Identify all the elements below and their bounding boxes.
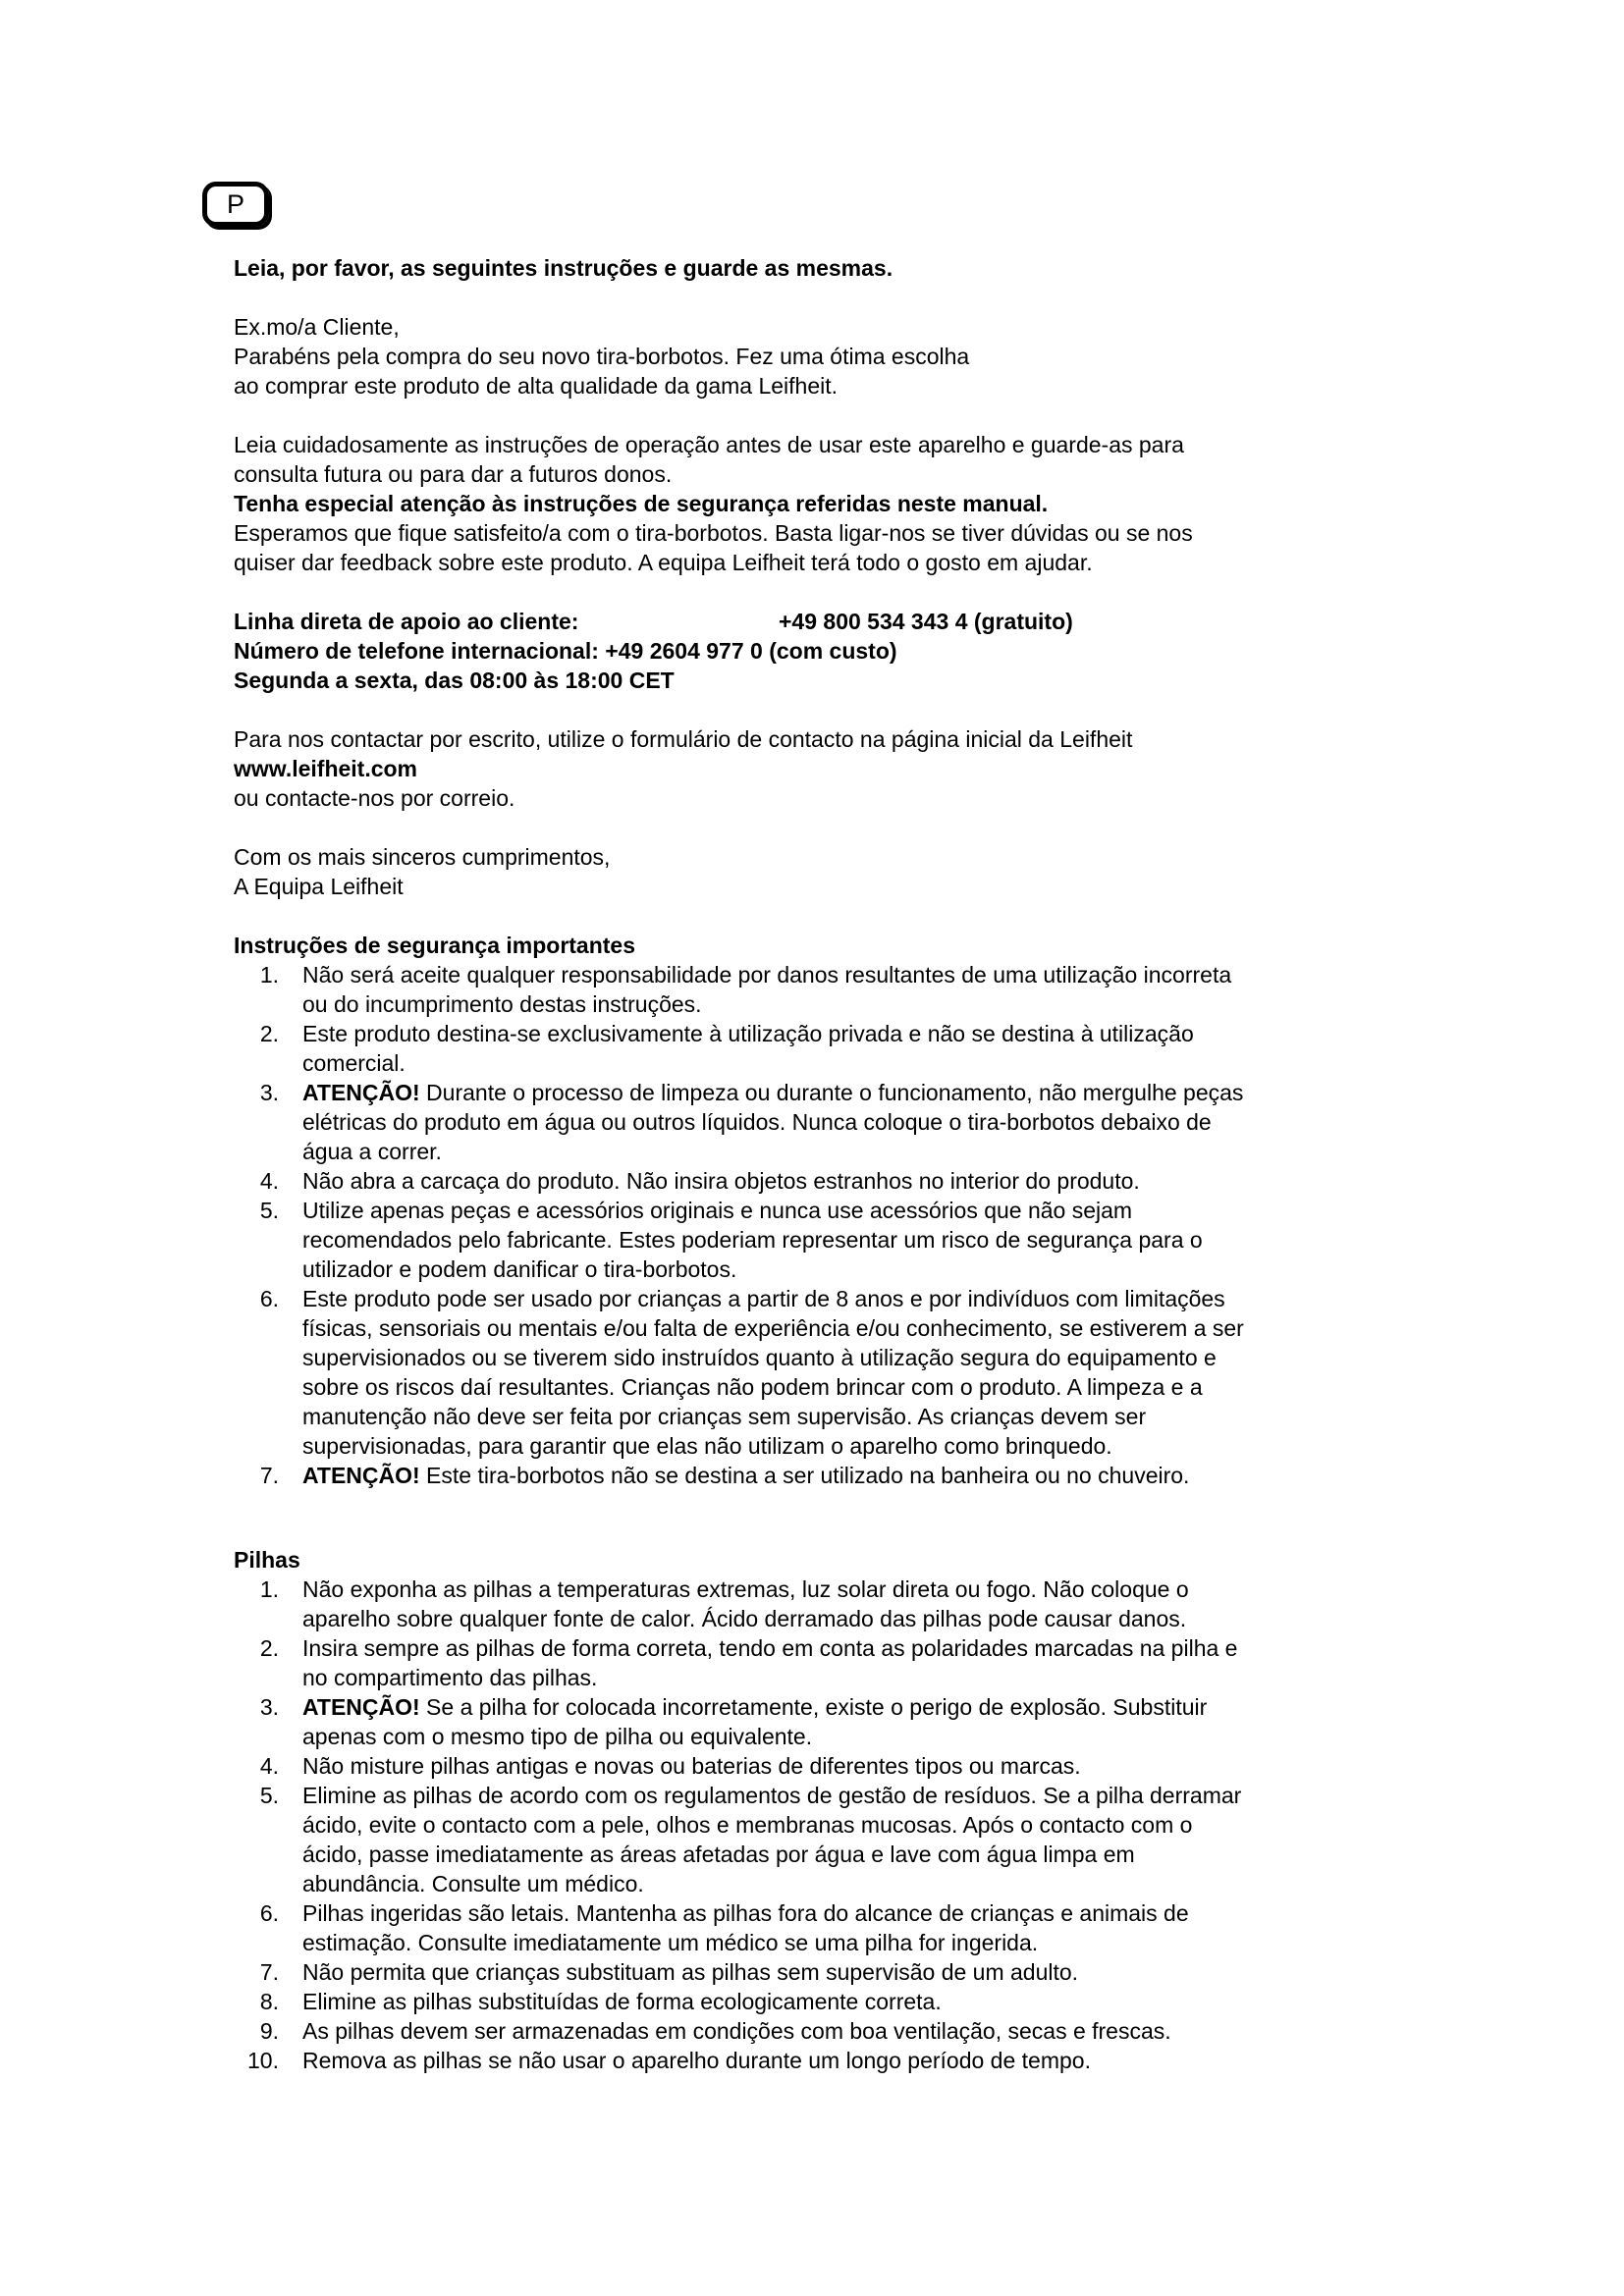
attention-line: Tenha especial atenção às instruções de segurança referidas neste manual. <box>234 491 1049 516</box>
battery-item-line: As pilhas devem ser armazenadas em condições com boa ventilação, secas e frescas. <box>302 2018 1171 2044</box>
intro-line: ao comprar este produto de alta qualidade da gama Leifheit. <box>234 373 839 399</box>
hope-line: Esperamos que fique satisfeito/a com o tira-borbotos. Basta ligar-nos se tiver dúvidas ou se nos <box>234 520 1193 546</box>
safety-item-line: Este produto pode ser usado por crianças a partir de 8 anos e por indivíduos com limitações <box>302 1286 1225 1311</box>
safety-item-line: utilizador e podem danificar o tira-borbotos. <box>302 1256 737 1282</box>
intl-phone: Número de telefone internacional: +49 2604 977 0 (com custo) <box>234 638 897 664</box>
battery-item-text <box>302 1957 1441 1987</box>
safety-item-text <box>302 1284 1441 1461</box>
safety-item-text <box>302 1196 1441 1284</box>
read-line: Leia cuidadosamente as instruções de operação antes de usar este aparelho e guarde-as para <box>234 432 1184 457</box>
safety-item-line: Este produto destina-se exclusivamente à utilização privada e não se destina à utilização <box>302 1021 1194 1046</box>
battery-item-text <box>302 2046 1441 2075</box>
safety-item-number: 2. <box>259 1021 279 1046</box>
safety-item-text <box>302 1019 1441 1078</box>
language-badge: P <box>202 182 269 227</box>
hours: Segunda a sexta, das 08:00 às 18:00 CET <box>234 667 675 693</box>
battery-item-text <box>302 1692 1441 1751</box>
battery-item-number: 8. <box>259 1989 279 2014</box>
contact-url[interactable]: www.leifheit.com <box>234 756 418 781</box>
battery-item <box>234 1781 1441 1898</box>
safety-item-line: Utilize apenas peças e acessórios originais e nunca use acessórios que não sejam <box>302 1198 1133 1223</box>
salutation: Ex.mo/a Cliente, <box>234 314 400 340</box>
battery-item-text <box>302 1781 1441 1898</box>
battery-item-number: 4. <box>259 1753 279 1779</box>
battery-item-line: estimação. Consulte imediatamente um médico se uma pilha for ingerida. <box>302 1930 1039 1955</box>
page-title: Leia, por favor, as seguintes instruções e guarde as mesmas. <box>234 255 893 281</box>
batteries-heading: Pilhas <box>234 1547 300 1573</box>
hotline-number: +49 800 534 343 4 (gratuito) <box>779 609 1073 634</box>
battery-item-line: Insira sempre as pilhas de forma correta, tendo em conta as polaridades marcadas na pilha e <box>302 1635 1238 1661</box>
battery-item-text <box>302 1575 1441 1633</box>
battery-item-line: Pilhas ingeridas são letais. Mantenha as pilhas fora do alcance de crianças e animais de <box>302 1900 1189 1926</box>
battery-item-number: 9. <box>259 2018 279 2044</box>
safety-item-line: recomendados pelo fabricante. Estes poderiam representar um risco de segurança para o <box>302 1227 1203 1253</box>
safety-list <box>234 960 1441 1490</box>
battery-item <box>234 2046 1441 2075</box>
safety-item-number: 6. <box>259 1286 279 1311</box>
safety-item <box>234 1166 1441 1196</box>
battery-item <box>234 1633 1441 1692</box>
hotline-label: Linha direta de apoio ao cliente: <box>234 609 579 634</box>
battery-item <box>234 1957 1441 1987</box>
battery-item-line: Elimine as pilhas substituídas de forma ecologicamente correta. <box>302 1989 942 2014</box>
safety-heading: Instruções de segurança importantes <box>234 933 636 958</box>
battery-item-line: ATENÇÃO! Se a pilha for colocada incorretamente, existe o perigo de explosão. Substituir <box>302 1694 1208 1720</box>
safety-item-line: sobre os riscos daí resultantes. Crianças não podem brincar com o produto. A limpeza e a <box>302 1374 1203 1400</box>
battery-item-number: 5. <box>259 1783 279 1808</box>
battery-item-line: aparelho sobre qualquer fonte de calor. Ácido derramado das pilhas pode causar danos. <box>302 1606 1187 1631</box>
battery-item-line: Não misture pilhas antigas e novas ou baterias de diferentes tipos ou marcas. <box>302 1753 1081 1779</box>
safety-item <box>234 1019 1441 1078</box>
safety-item-line: supervisionadas, para garantir que elas não utilizam o aparelho como brinquedo. <box>302 1433 1112 1459</box>
closing-line: Com os mais sinceros cumprimentos, <box>234 844 611 870</box>
battery-item-text <box>302 1987 1441 2016</box>
safety-item-number: 7. <box>259 1463 279 1488</box>
safety-item-text <box>302 960 1441 1019</box>
safety-item-line: elétricas do produto em água ou outros líquidos. Nunca coloque o tira-borbotos debaixo de <box>302 1109 1212 1135</box>
safety-item <box>234 960 1441 1019</box>
safety-item-line: Não abra a carcaça do produto. Não insira objetos estranhos no interior do produto. <box>302 1168 1140 1194</box>
safety-item <box>234 1284 1441 1461</box>
battery-item-number: 2. <box>259 1635 279 1661</box>
contact-line: ou contacte-nos por correio. <box>234 785 515 811</box>
safety-item <box>234 1196 1441 1284</box>
safety-item-text <box>302 1166 1441 1196</box>
battery-item-number: 7. <box>259 1959 279 1985</box>
safety-item-number: 5. <box>259 1198 279 1223</box>
safety-item <box>234 1461 1441 1490</box>
battery-item <box>234 1898 1441 1957</box>
battery-item-text <box>302 2016 1441 2046</box>
battery-item-number: 1. <box>259 1576 279 1602</box>
battery-item-line: Remova as pilhas se não usar o aparelho durante um longo período de tempo. <box>302 2048 1091 2073</box>
safety-item <box>234 1078 1441 1166</box>
read-line: consulta futura ou para dar a futuros donos. <box>234 461 673 487</box>
safety-item-number: 4. <box>259 1168 279 1194</box>
battery-item-text <box>302 1751 1441 1781</box>
intro-line: Parabéns pela compra do seu novo tira-borbotos. Fez uma ótima escolha <box>234 344 970 369</box>
safety-item-line: ATENÇÃO! Este tira-borbotos não se destina a ser utilizado na banheira ou no chuveiro. <box>302 1463 1190 1488</box>
battery-item <box>234 1692 1441 1751</box>
safety-item-line: supervisionados ou se tiverem sido instruídos quanto à utilização segura do equipamento e <box>302 1345 1217 1370</box>
warning-label: ATENÇÃO! <box>302 1463 420 1488</box>
battery-item <box>234 1987 1441 2016</box>
battery-item-line: Não exponha as pilhas a temperaturas extremas, luz solar direta ou fogo. Não coloque o <box>302 1576 1189 1602</box>
batteries-list <box>234 1575 1441 2075</box>
hotline-row <box>234 607 1441 636</box>
battery-item-line: no compartimento das pilhas. <box>302 1665 598 1690</box>
safety-item-number: 3. <box>259 1080 279 1105</box>
closing-signature: A Equipa Leifheit <box>234 874 404 899</box>
safety-item-line: água a correr. <box>302 1139 442 1164</box>
safety-item-line: ATENÇÃO! Durante o processo de limpeza ou durante o funcionamento, não mergulhe peças <box>302 1080 1244 1105</box>
battery-item-number: 6. <box>259 1900 279 1926</box>
safety-item-text <box>302 1078 1441 1166</box>
battery-item-number: 3. <box>259 1694 279 1720</box>
safety-item-line: ou do incumprimento destas instruções. <box>302 991 702 1017</box>
battery-item-text <box>302 1898 1441 1957</box>
safety-item-line: comercial. <box>302 1050 406 1076</box>
battery-item <box>234 2016 1441 2046</box>
warning-label: ATENÇÃO! <box>302 1080 420 1105</box>
safety-item-text <box>302 1461 1441 1490</box>
warning-label: ATENÇÃO! <box>302 1694 420 1720</box>
battery-item-line: apenas com o mesmo tipo de pilha ou equivalente. <box>302 1724 813 1749</box>
safety-item-number: 1. <box>259 962 279 988</box>
contact-line: Para nos contactar por escrito, utilize o formulário de contacto na página inicial da Leifheit <box>234 726 1133 752</box>
battery-item-line: Não permita que crianças substituam as pilhas sem supervisão de um adulto. <box>302 1959 1079 1985</box>
safety-item-line: manutenção não deve ser feita por crianças sem supervisão. As crianças devem ser <box>302 1404 1147 1429</box>
battery-item <box>234 1575 1441 1633</box>
battery-item-line: Elimine as pilhas de acordo com os regulamentos de gestão de resíduos. Se a pilha derramar <box>302 1783 1242 1808</box>
battery-item-number: 10. <box>247 2048 279 2073</box>
battery-item-text <box>302 1633 1441 1692</box>
battery-item-line: ácido, evite o contacto com a pele, olhos e membranas mucosas. Após o contacto com o <box>302 1812 1193 1838</box>
content <box>234 253 1441 2075</box>
battery-item-line: abundância. Consulte um médico. <box>302 1871 644 1896</box>
battery-item-line: ácido, passe imediatamente as áreas afetadas por água e lave com água limpa em <box>302 1842 1135 1867</box>
safety-item-line: Não será aceite qualquer responsabilidade por danos resultantes de uma utilização incorreta <box>302 962 1232 988</box>
safety-item-line: físicas, sensoriais ou mentais e/ou falta de experiência e/ou conhecimento, se estiverem a ser <box>302 1315 1244 1341</box>
hope-line: quiser dar feedback sobre este produto. A equipa Leifheit terá todo o gosto em ajudar. <box>234 550 1093 575</box>
battery-item <box>234 1751 1441 1781</box>
